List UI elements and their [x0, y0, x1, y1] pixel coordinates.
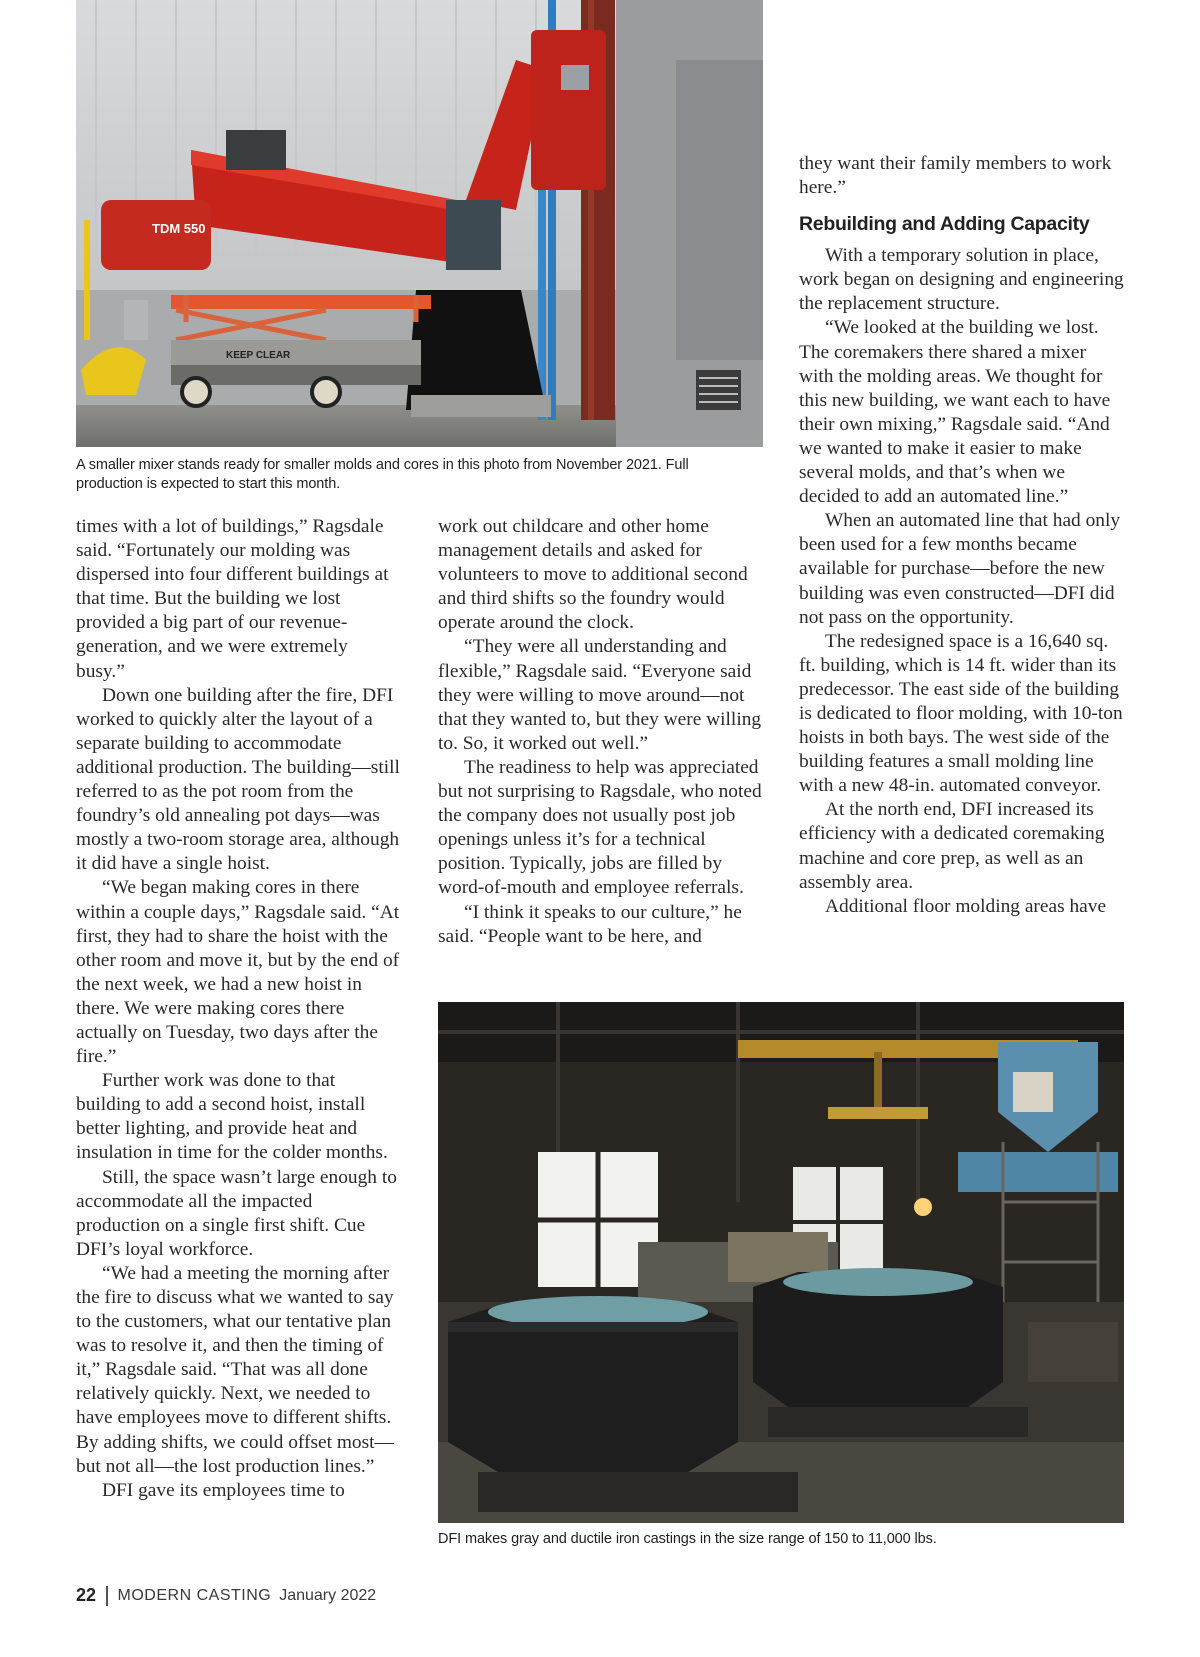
- paragraph: Still, the space wasn’t large enough to accommodate all the impacted production on a single first shift. Cue DFI’s loyal workforce.: [76, 1166, 397, 1260]
- bottom-photo-caption: DFI makes gray and ductile iron castings in the size range of 150 to 11,000 lbs.: [438, 1531, 937, 1547]
- page-number: 22: [76, 1585, 97, 1605]
- paragraph: The redesigned space is a 16,640 sq. ft. building, which is 14 ft. wider than its predecessor. The east side of the building is dedicated to floor molding, with 10-ton hoists in both bays. The west side of the building features a small molding line with a new 48-in. automated conveyor.: [799, 630, 1123, 797]
- paragraph: “We had a meeting the morning after the fire to discuss what we wanted to say to the customers, what our tentative plan was to resolve it, and then the timing of it,” Ragsdale said. “That was all done relatively quickly. Next, we needed to have employees move to different shifts. By adding shifts, we could offset most—but not all—the lost production lines.”: [76, 1262, 394, 1477]
- paragraph: Down one building after the fire, DFI worked to quickly alter the layout of a separate building to accommodate additional production. The building—still referred to as the pot room from the foundry’s old annealing pot days—was mostly a two-room storage area, although it did have a single hoist.: [76, 684, 400, 875]
- footer-divider: [106, 1586, 108, 1606]
- paragraph: DFI gave its employees time to: [102, 1479, 345, 1501]
- mixer-photo: [76, 0, 763, 447]
- column-3: [799, 152, 1124, 919]
- paragraph: “We looked at the building we lost. The coremakers there shared a mixer with the molding areas. We thought for this new building, we want each to have their own mixing,” Ragsdale said. “And we wanted to make it easier to make several molds, and that’s when we decided to add an automated line.”: [799, 317, 1111, 508]
- paragraph: “I think it speaks to our culture,” he said. “People want to be here, and: [438, 901, 742, 947]
- machine-label: TDM 550: [152, 221, 206, 236]
- column-2: [438, 515, 763, 949]
- paragraph: When an automated line that had only been used for a few months became available for purchase—before the new building was even constructed—DFI did not pass on the opportunity.: [799, 510, 1121, 628]
- paragraph: work out childcare and other home management details and asked for volunteers to move to additional second and third shifts so the foundry would operate around the clock.: [438, 516, 748, 634]
- paragraph: they want their family members to work here.”: [799, 153, 1112, 199]
- foundry-photo: [438, 1002, 1124, 1523]
- page-footer: [76, 1585, 376, 1606]
- lift-label: KEEP CLEAR: [226, 350, 291, 361]
- paragraph: Additional floor molding areas have: [825, 895, 1107, 917]
- section-heading: Rebuilding and Adding Capacity: [799, 213, 1090, 236]
- paragraph: With a temporary solution in place, work began on designing and engineering the replacement structure.: [799, 245, 1124, 315]
- issue-date: January 2022: [279, 1586, 377, 1604]
- paragraph: “They were all understanding and flexible,” Ragsdale said. “Everyone said they were willing to move around—not that they wanted to, but they were willing to. So, it worked out well.”: [438, 636, 762, 754]
- paragraph: “We began making cores in there within a couple days,” Ragsdale said. “At first, they had to share the hoist with the other room and move it, but by the end of the next week, we had a new hoist in there. We were making cores there actually on Tuesday, two days after the fire.”: [76, 877, 400, 1068]
- paragraph: At the north end, DFI increased its efficiency with a dedicated coremaking machine and core prep, as well as an assembly area.: [799, 799, 1105, 893]
- column-1: [76, 515, 401, 1503]
- top-photo-caption: A smaller mixer stands ready for smaller molds and cores in this photo from November 2021. Full production is expected to start this month.: [76, 457, 689, 492]
- magazine-name: MODERN CASTING: [117, 1586, 272, 1604]
- paragraph: The readiness to help was appreciated but not surprising to Ragsdale, who noted the company does not usually post job openings unless it’s for a technical position. Typically, jobs are filled by word-of-mouth and employee referrals.: [438, 756, 762, 899]
- paragraph: times with a lot of buildings,” Ragsdale said. “Fortunately our molding was dispersed into four different buildings at that time. But the building we lost provided a big part of our revenue-generation, and we were extremely busy.”: [76, 516, 389, 682]
- paragraph: Further work was done to that building to add a second hoist, install better lighting, and provide heat and insulation in time for the colder months.: [76, 1070, 388, 1164]
